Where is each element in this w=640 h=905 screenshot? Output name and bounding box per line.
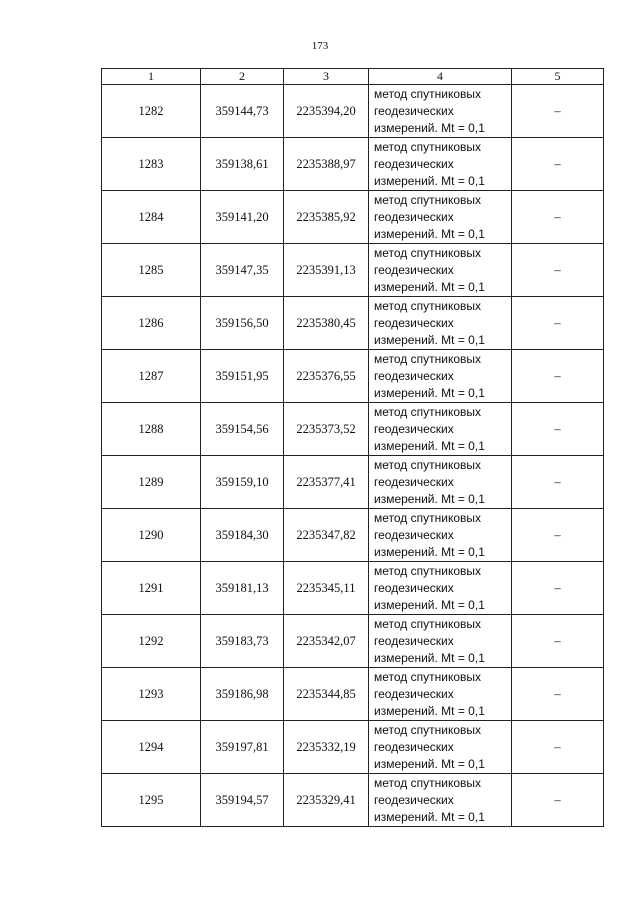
y-coordinate-cell: 2235388,97 (284, 138, 369, 191)
note-cell: – (512, 403, 604, 456)
x-coordinate-cell: 359156,50 (201, 297, 284, 350)
note-cell: – (512, 350, 604, 403)
table-row (102, 774, 604, 827)
point-number-cell: 1282 (102, 85, 201, 138)
method-text-line: измерений. Mt = 0,1 (374, 650, 485, 665)
table-row (102, 350, 604, 403)
method-text-line: геодезических (374, 686, 454, 701)
method-text-line: измерений. Mt = 0,1 (374, 703, 485, 718)
y-coordinate-cell: 2235377,41 (284, 456, 369, 509)
method-cell (369, 403, 512, 456)
method-cell (369, 297, 512, 350)
table-row (102, 615, 604, 668)
point-number-cell: 1295 (102, 774, 201, 827)
table-body (102, 85, 604, 827)
note-cell: – (512, 509, 604, 562)
method-text-line: метод спутниковых (374, 298, 482, 313)
note-cell: – (512, 456, 604, 509)
point-number-cell: 1285 (102, 244, 201, 297)
x-coordinate-cell: 359181,13 (201, 562, 284, 615)
method-text-line: геодезических (374, 368, 454, 383)
y-coordinate-cell: 2235342,07 (284, 615, 369, 668)
x-coordinate-cell: 359138,61 (201, 138, 284, 191)
y-coordinate-cell: 2235345,11 (284, 562, 369, 615)
x-coordinate-cell: 359186,98 (201, 668, 284, 721)
method-text-line: геодезических (374, 474, 454, 489)
method-text-line: измерений. Mt = 0,1 (374, 597, 485, 612)
method-text-line: геодезических (374, 739, 454, 754)
point-number-cell: 1288 (102, 403, 201, 456)
point-number-cell: 1284 (102, 191, 201, 244)
page-number: 173 (311, 40, 329, 52)
point-number-cell: 1286 (102, 297, 201, 350)
y-coordinate-cell: 2235344,85 (284, 668, 369, 721)
method-cell (369, 774, 512, 827)
y-coordinate-cell: 2235380,45 (284, 297, 369, 350)
y-coordinate-cell: 2235385,92 (284, 191, 369, 244)
table-row (102, 721, 604, 774)
point-number-cell: 1292 (102, 615, 201, 668)
method-cell (369, 615, 512, 668)
y-coordinate-cell: 2235329,41 (284, 774, 369, 827)
x-coordinate-cell: 359154,56 (201, 403, 284, 456)
method-text-line: метод спутниковых (374, 457, 482, 472)
method-text-line: геодезических (374, 580, 454, 595)
table-header (102, 69, 604, 85)
y-coordinate-cell: 2235394,20 (284, 85, 369, 138)
method-text-line: геодезических (374, 792, 454, 807)
y-coordinate-cell: 2235391,13 (284, 244, 369, 297)
method-text-line: измерений. Mt = 0,1 (374, 809, 485, 824)
method-cell (369, 85, 512, 138)
method-text-line: метод спутниковых (374, 563, 482, 578)
method-text-line: метод спутниковых (374, 775, 482, 790)
header-col-2: 2 (201, 69, 284, 85)
method-text-line: метод спутниковых (374, 510, 482, 525)
method-text-line: метод спутниковых (374, 86, 482, 101)
note-cell: – (512, 721, 604, 774)
y-coordinate-cell: 2235373,52 (284, 403, 369, 456)
x-coordinate-cell: 359194,57 (201, 774, 284, 827)
table-row (102, 668, 604, 721)
method-text-line: геодезических (374, 103, 454, 118)
y-coordinate-cell: 2235376,55 (284, 350, 369, 403)
method-text-line: метод спутниковых (374, 351, 482, 366)
point-number-cell: 1283 (102, 138, 201, 191)
note-cell: – (512, 85, 604, 138)
header-col-5: 5 (512, 69, 604, 85)
header-row (102, 69, 604, 85)
method-text-line: геодезических (374, 633, 454, 648)
note-cell: – (512, 615, 604, 668)
table-row (102, 191, 604, 244)
header-col-4: 4 (369, 69, 512, 85)
method-text-line: измерений. Mt = 0,1 (374, 491, 485, 506)
note-cell: – (512, 774, 604, 827)
x-coordinate-cell: 359183,73 (201, 615, 284, 668)
note-cell: – (512, 668, 604, 721)
method-text-line: геодезических (374, 421, 454, 436)
method-text-line: геодезических (374, 262, 454, 277)
method-text-line: измерений. Mt = 0,1 (374, 756, 485, 771)
y-coordinate-cell: 2235347,82 (284, 509, 369, 562)
header-col-1: 1 (102, 69, 201, 85)
method-text-line: метод спутниковых (374, 245, 482, 260)
table-row (102, 509, 604, 562)
method-text-line: измерений. Mt = 0,1 (374, 279, 485, 294)
method-text-line: измерений. Mt = 0,1 (374, 385, 485, 400)
note-cell: – (512, 562, 604, 615)
note-cell: – (512, 244, 604, 297)
point-number-cell: 1293 (102, 668, 201, 721)
x-coordinate-cell: 359151,95 (201, 350, 284, 403)
method-text-line: метод спутниковых (374, 669, 482, 684)
method-text-line: измерений. Mt = 0,1 (374, 544, 485, 559)
method-text-line: метод спутниковых (374, 404, 482, 419)
point-number-cell: 1291 (102, 562, 201, 615)
table-row (102, 138, 604, 191)
table-row (102, 456, 604, 509)
method-cell (369, 244, 512, 297)
table-row (102, 297, 604, 350)
method-text-line: метод спутниковых (374, 722, 482, 737)
point-number-cell: 1287 (102, 350, 201, 403)
method-cell (369, 350, 512, 403)
method-cell (369, 721, 512, 774)
x-coordinate-cell: 359159,10 (201, 456, 284, 509)
method-text-line: измерений. Mt = 0,1 (374, 173, 485, 188)
method-text-line: метод спутниковых (374, 616, 482, 631)
table-row (102, 244, 604, 297)
note-cell: – (512, 191, 604, 244)
method-text-line: измерений. Mt = 0,1 (374, 332, 485, 347)
method-cell (369, 191, 512, 244)
table-row (102, 85, 604, 138)
method-text-line: геодезических (374, 527, 454, 542)
x-coordinate-cell: 359147,35 (201, 244, 284, 297)
method-cell (369, 562, 512, 615)
method-text-line: метод спутниковых (374, 192, 482, 207)
x-coordinate-cell: 359197,81 (201, 721, 284, 774)
method-text-line: геодезических (374, 315, 454, 330)
method-cell (369, 668, 512, 721)
method-cell (369, 138, 512, 191)
coordinates-table (101, 68, 604, 827)
note-cell: – (512, 297, 604, 350)
x-coordinate-cell: 359184,30 (201, 509, 284, 562)
point-number-cell: 1289 (102, 456, 201, 509)
method-text-line: геодезических (374, 156, 454, 171)
table-row (102, 562, 604, 615)
table-row (102, 403, 604, 456)
method-cell (369, 456, 512, 509)
point-number-cell: 1290 (102, 509, 201, 562)
x-coordinate-cell: 359141,20 (201, 191, 284, 244)
method-text-line: измерений. Mt = 0,1 (374, 120, 485, 135)
point-number-cell: 1294 (102, 721, 201, 774)
method-text-line: измерений. Mt = 0,1 (374, 226, 485, 241)
method-text-line: измерений. Mt = 0,1 (374, 438, 485, 453)
note-cell: – (512, 138, 604, 191)
y-coordinate-cell: 2235332,19 (284, 721, 369, 774)
method-cell (369, 509, 512, 562)
method-text-line: метод спутниковых (374, 139, 482, 154)
method-text-line: геодезических (374, 209, 454, 224)
x-coordinate-cell: 359144,73 (201, 85, 284, 138)
header-col-3: 3 (284, 69, 369, 85)
